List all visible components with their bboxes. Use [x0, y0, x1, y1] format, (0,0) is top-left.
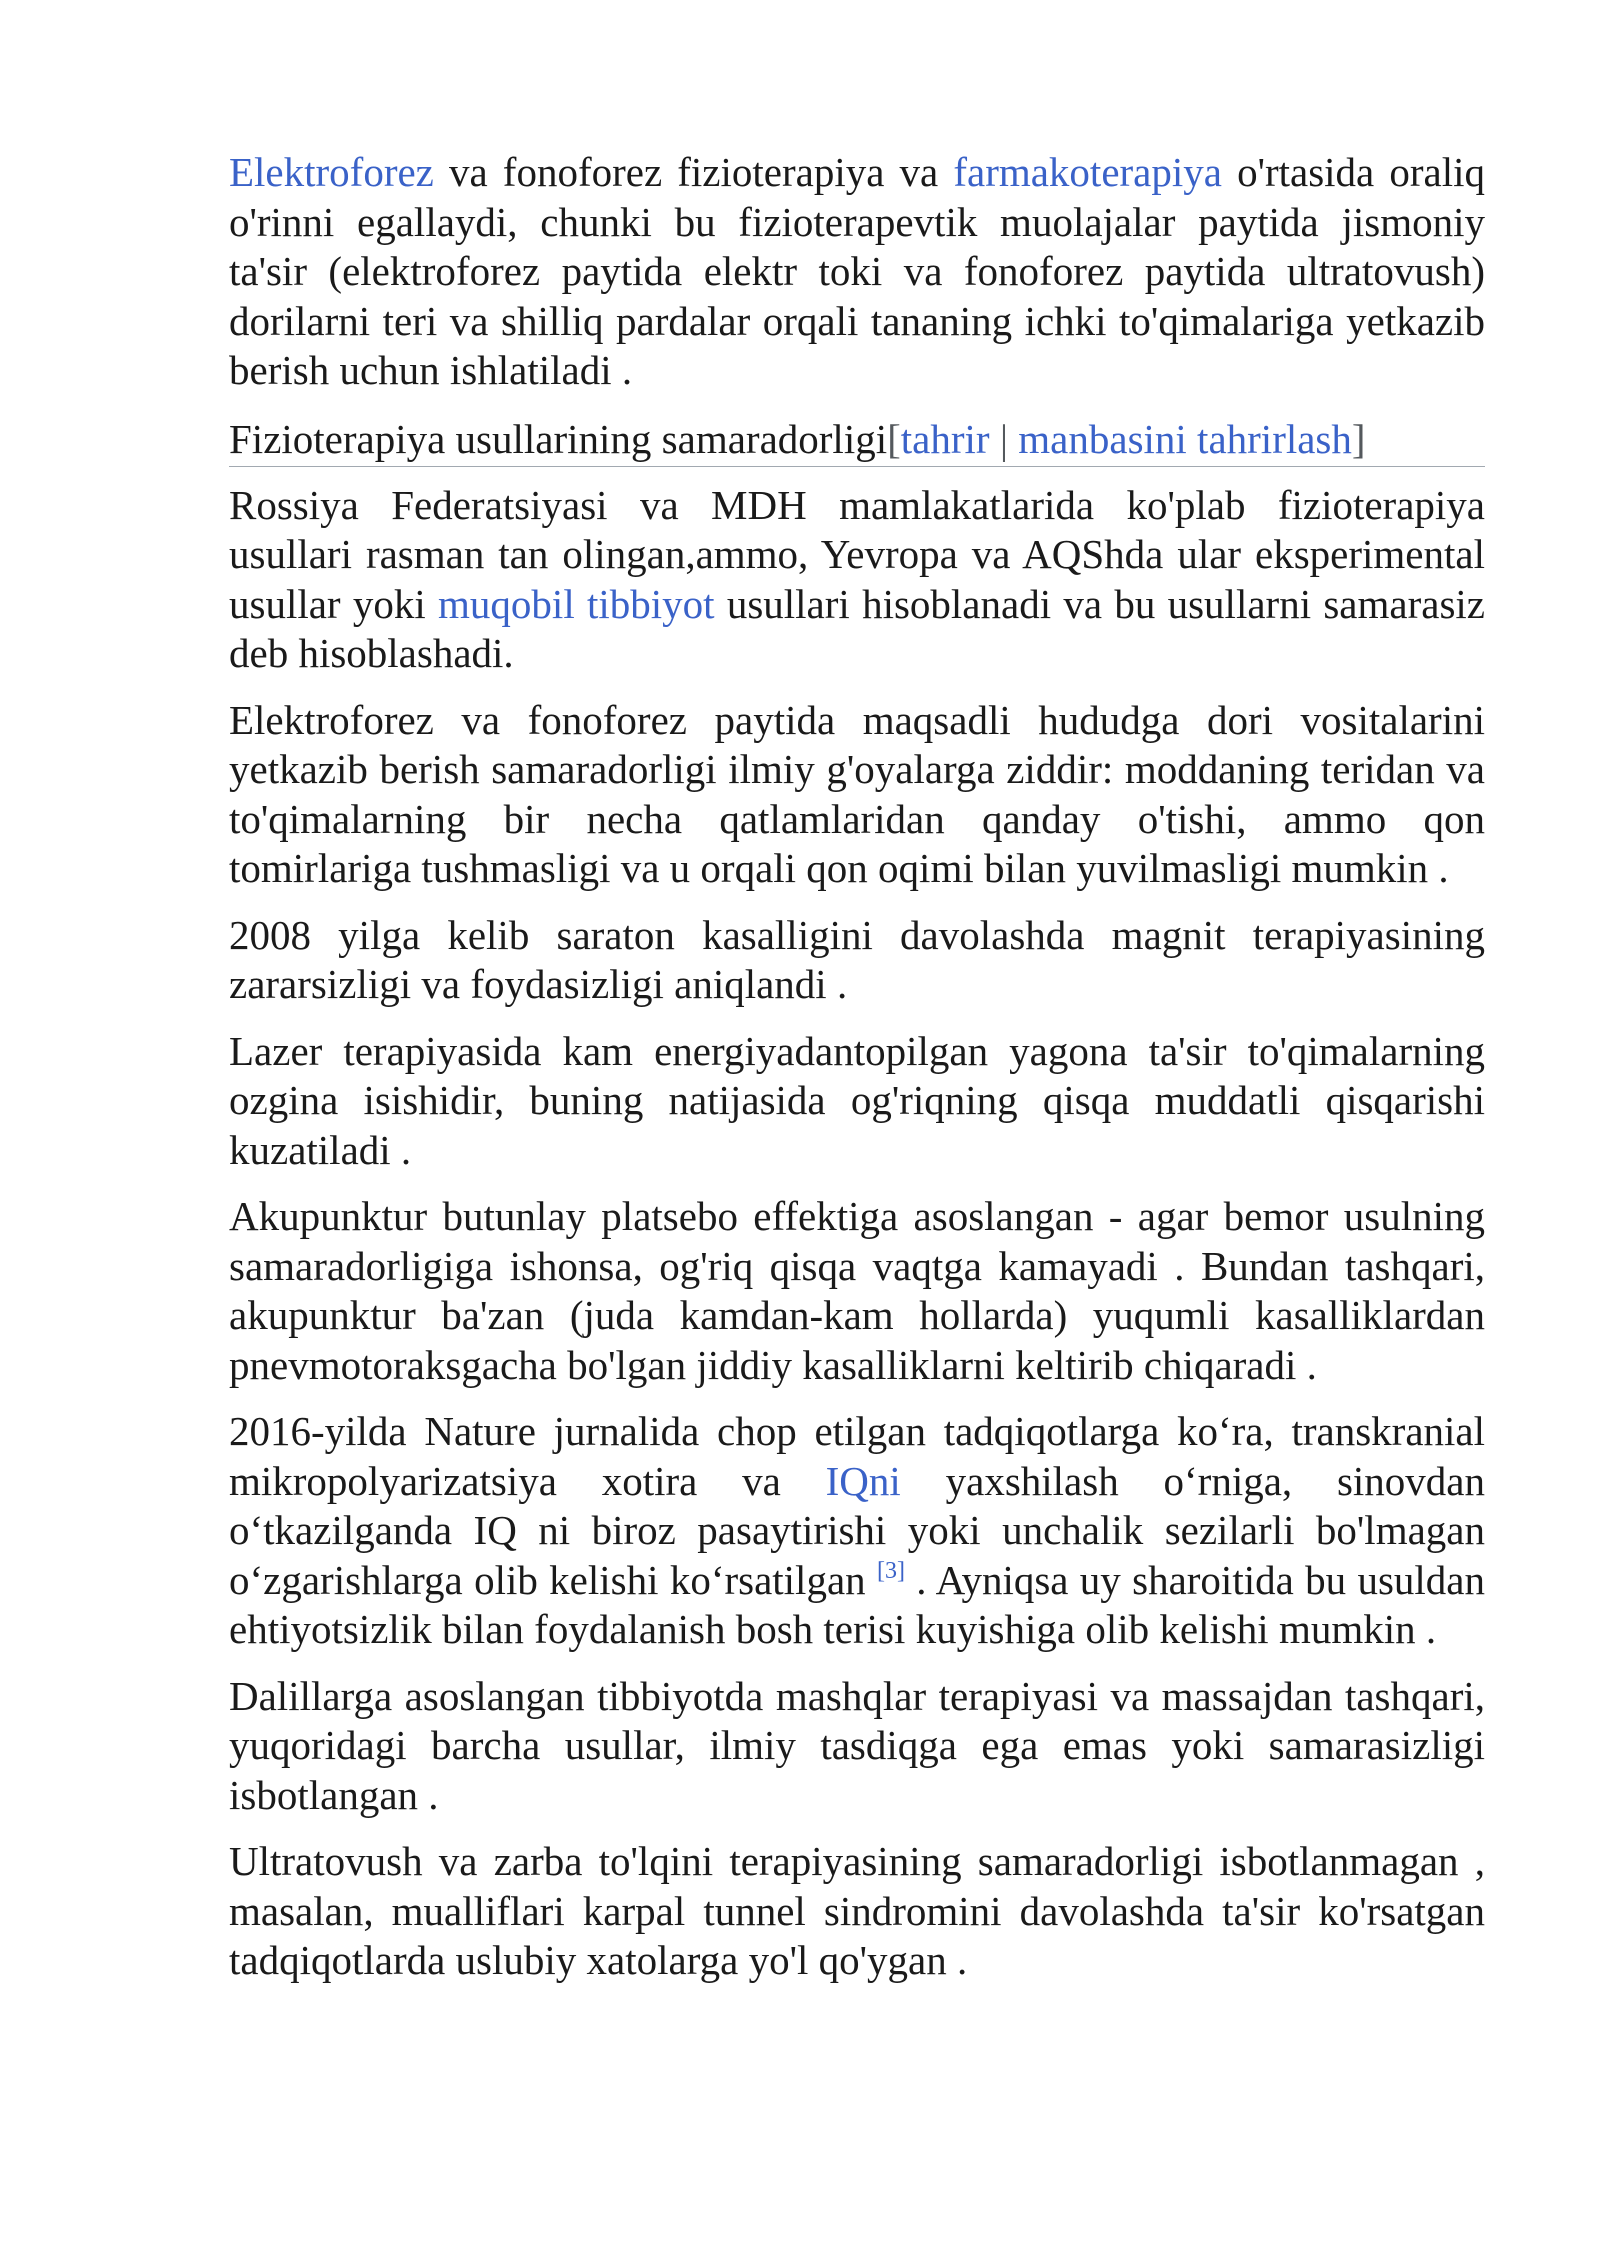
- link-iqni[interactable]: IQni: [825, 1457, 901, 1504]
- paragraph-text: va fonoforez fizioterapiya va: [433, 149, 954, 195]
- paragraph-text: yaxshilash o‘rniga, sinovdan o‘tkazilganda IQ ni biroz pasaytirishi yoki unchalik sezilarli bo'lmagan o‘zgarishlarga olib kelishi ko‘rsatilgan: [229, 1457, 1486, 1603]
- editsection-open-bracket: [: [887, 415, 901, 462]
- paragraph-magnet-therapy: 2008 yilga kelib saraton kasalligini davolashda magnit terapiyasining zararsizligi va foydasizligi aniqlandi .: [229, 911, 1485, 1007]
- paragraph-text: o'rtasida oraliq o'rinni egallaydi, chunki bu fizioterapevtik muolajalar paytida jismoniy ta'sir (elektroforez paytida elektr toki va fonoforez paytida ultratovush) dorilarni teri va shilliq pardalar orqali tananing ichki to'qimalariga yetkazib berish uchun ishlatiladi .: [229, 149, 1485, 393]
- paragraph-electrophoresis-intro: [229, 148, 1485, 396]
- paragraph-ultrasound: Ultratovush va zarba to'lqini terapiyasining samaradorligi isbotlanmagan , masalan, mualliflari karpal tunnel sindromini davolashda ta'sir ko'rsatgan tadqiqotlarda uslubiy xatolarga yo'l qo'ygan .: [229, 1838, 1485, 1983]
- reference-link-3[interactable]: [3]: [876, 1557, 905, 1584]
- link-muqobil-tibbiyot[interactable]: muqobil tibbiyot: [438, 580, 715, 627]
- edit-source-link[interactable]: manbasini tahrirlash: [1018, 415, 1352, 462]
- editsection-separator: |: [989, 415, 1019, 462]
- edit-section-link[interactable]: tahrir: [900, 415, 990, 462]
- paragraph-acupuncture: Akupunktur butunlay platsebo effektiga asoslangan - agar bemor usulning samaradorligiga ishonsa, og'riq qisqa vaqtga kamayadi . Bundan tashqari, akupunktur ba'zan (juda kamdan-kam hollarda) yuqumli kasalliklardan pnevmotoraksgacha bo'lgan jiddiy kasalliklarni keltirib chiqaradi .: [229, 1193, 1485, 1388]
- editsection-close-bracket: ]: [1351, 415, 1366, 462]
- link-elektroforez[interactable]: Elektroforez: [229, 149, 434, 195]
- section-heading-title: Fizioterapiya usullarining samaradorligi: [229, 415, 888, 462]
- paragraph-text: 2016-yilda Nature jurnalida chop etilgan tadqiqotlarga ko‘ra, transkranial mikropolyarizatsiya xotira va: [229, 1408, 1485, 1504]
- link-farmakoterapiya[interactable]: farmakoterapiya: [953, 149, 1222, 195]
- paragraph-laser-therapy: Lazer terapiyasida kam energiyadantopilgan yagona ta'sir to'qimalarning ozgina isishidir, buning natijasida og'riqning qisqa muddatli qisqarishi kuzatiladi .: [229, 1027, 1485, 1173]
- paragraph-text: usullari hisoblanadi va bu usullarni samarasiz deb hisoblashadi.: [229, 580, 1485, 676]
- paragraph-text: . Ayniqsa uy sharoitida bu usuldan ehtiyotsizlik bilan foydalanish bosh terisi kuyishiga olib kelishi mumkin .: [229, 1556, 1485, 1652]
- paragraph-russia-europe: [229, 481, 1485, 679]
- paragraph-text: Rossiya Federatsiyasi va MDH mamlakatlarida ko'plab fizioterapiya usullari rasman tan olingan,ammo, Yevropa va AQShda ular eksperimental usullar yoki: [229, 481, 1485, 627]
- document-page: [229, 148, 1485, 2003]
- paragraph-evidence-based: Dalillarga asoslangan tibbiyotda mashqlar terapiyasi va massajdan tashqari, yuqoridagi barcha usullar, ilmiy tasdiqga ega emas yoki samarasizligi isbotlangan .: [229, 1672, 1485, 1818]
- reference-superscript: [877, 1558, 905, 1584]
- section-heading: [229, 415, 1485, 467]
- paragraph-transcranial: [229, 1407, 1485, 1655]
- paragraph-drug-delivery: Elektroforez va fonoforez paytida maqsadli hududga dori vositalarini yetkazib berish samaradorligi ilmiy g'oyalarga ziddir: moddaning teridan va to'qimalarning bir necha qatlamlaridan qanday o'tishi, ammo qon tomirlariga tushmasligi va u orqali qon oqimi bilan yuvilmasligi mumkin .: [229, 696, 1485, 891]
